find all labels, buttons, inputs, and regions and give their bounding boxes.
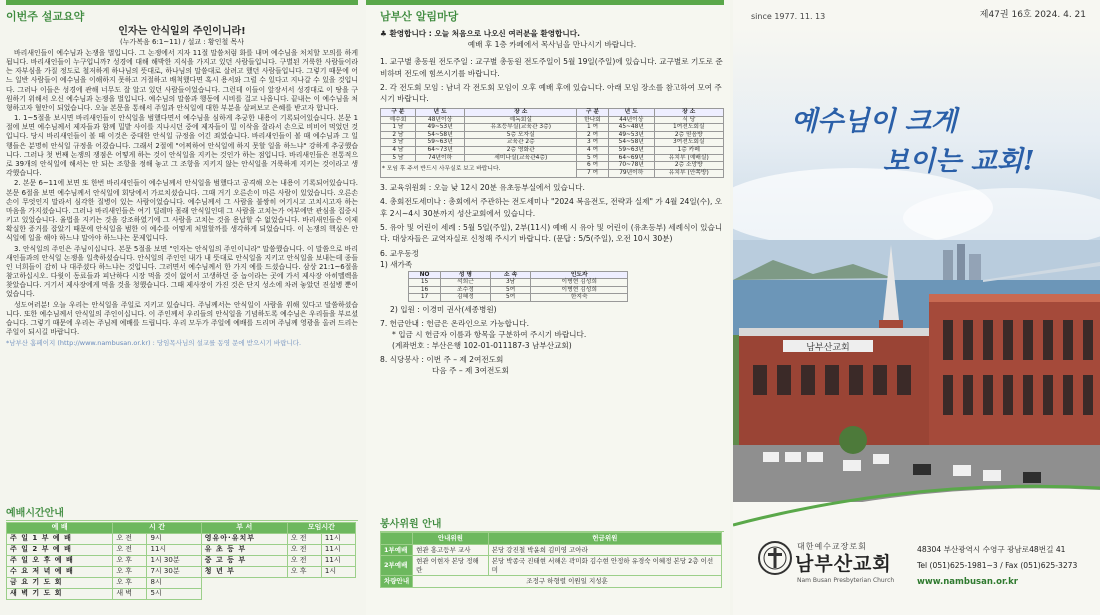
svc-head	[381, 533, 413, 545]
news-item: 2. 각 전도회 모임 : 남녀 각 전도회 모임이 오후 예배 후에 있습니다. 아래 모임 장소를 참고하여 모여 주시기 바랍니다.	[380, 83, 722, 104]
cell: 현관 홍고등부 교사	[413, 544, 489, 556]
cell: 79년이하	[609, 170, 655, 178]
time-period: 오 전	[113, 545, 147, 556]
table-row	[7, 567, 356, 578]
worship-section-title: 예배시간안내	[6, 507, 358, 521]
issue-date: 제47권 16호 2024. 4. 21	[979, 10, 1086, 20]
cell: 4 남	[381, 147, 416, 155]
table-row	[381, 131, 724, 139]
slogan-line-1: 예수님이 크게	[791, 106, 957, 137]
table-row	[7, 589, 356, 600]
cell: 48년이상	[415, 116, 465, 124]
time: 5시	[147, 589, 201, 600]
hospital-note: 2) 입원 : 이경미 권사(세종병원)	[390, 305, 497, 315]
table-row	[7, 578, 356, 589]
volunteer-table	[380, 532, 722, 588]
cell: 세미나실(교육관4층)	[465, 154, 577, 162]
church-english-name: Nam Busan Presbyterian Church	[797, 577, 895, 584]
cell: 5여	[490, 286, 531, 294]
cell: 2층 영화관	[465, 147, 577, 155]
dept-name: 중 고 등 부	[201, 556, 287, 567]
time-period: 새 벽	[113, 589, 147, 600]
service-name: 주 일 오 후 예 배	[7, 556, 113, 567]
church-tower-building	[929, 300, 1100, 470]
cell: 유치부 (예배실)	[654, 154, 723, 162]
table-row	[381, 576, 722, 588]
wt-head-time: 시 간	[113, 523, 201, 534]
welcome-line: ♣ 환영합니다 : 오늘 처음으로 나오신 여러분을 환영합니다.	[380, 28, 580, 38]
news-item: 5. 유아 및 어린이 세례 : 5월 5일(주일), 2부(11시) 예배 시 유아 및 어린이 (유초등부) 세례식이 있습니다. 대상자들은 교역자실로 신청해 주시기 바랍니다. (문답 : 5/5(주일), 오전 10시 30분)	[380, 222, 723, 244]
cell: 1여전도회실	[654, 124, 723, 132]
cell: 본당 강진철 박윤희 김미영 고아라	[488, 544, 721, 556]
cell: 2 여	[577, 131, 609, 139]
cell: 3남	[490, 279, 531, 287]
wt-head-dept: 부 서	[201, 523, 287, 534]
cell: 조수정	[441, 286, 491, 294]
cell: 3여전도회실	[654, 139, 723, 147]
cell: 49~53년	[609, 131, 655, 139]
church-sign: 남부산교회	[806, 343, 850, 353]
time: 1시	[321, 567, 355, 578]
dept-name: 유 초 등 부	[201, 545, 287, 556]
worship-table	[6, 522, 356, 600]
dept-name: 청 년 부	[201, 567, 287, 578]
cell: 예독회실	[465, 116, 577, 124]
cell: 4 여	[577, 147, 609, 155]
meeting-note: * 모임 후 주셔 반드시 사무실로 보고 바랍니다.	[381, 162, 577, 177]
cell: 2층 소망방	[654, 162, 723, 170]
volunteer-section-title: 봉사위원 안내	[380, 518, 724, 532]
cell: 김혜정	[441, 294, 491, 302]
service-name: 수 요 저 녁 예 배	[7, 567, 113, 578]
panel-cover	[733, 0, 1100, 615]
mt-head: 구 분	[577, 108, 609, 116]
mt-head: 년 도	[609, 108, 655, 116]
wt-head-service: 예 배	[7, 523, 113, 534]
cell: 3 여	[577, 139, 609, 147]
welcome-text	[380, 28, 724, 39]
cell: 석희근	[441, 279, 491, 287]
table-row	[409, 279, 628, 287]
cell: 5층 모자실	[465, 131, 577, 139]
cell: 74년이하	[415, 154, 465, 162]
table-row	[409, 286, 628, 294]
cell: 1층 카페	[654, 147, 723, 155]
time: 9시	[147, 534, 201, 545]
table-row	[381, 154, 724, 162]
cell: 2층 믿음방	[654, 131, 723, 139]
cell: 2 남	[381, 131, 416, 139]
news-item: 3. 교육위원회 : 오늘 낮 12시 20분 유초등부실에서 있습니다.	[380, 182, 585, 192]
service-name: 주 일 2 부 예 배	[7, 545, 113, 556]
svc-row-head: 1부예배	[381, 544, 413, 556]
mt-head: 장 소	[465, 108, 577, 116]
cell: 5 남	[381, 154, 416, 162]
mt-head: 구 분	[381, 108, 416, 116]
cell: 조정구 하형렬 이원일 지성훈	[413, 576, 722, 588]
cell: 54~58년	[415, 131, 465, 139]
tree	[839, 426, 867, 454]
table-row	[381, 139, 724, 147]
table-row	[381, 116, 724, 124]
news-item: 4. 총회전도세미나 : 총회에서 주관하는 전도세미나 "2024 복음전도, 전략과 실제" 가 4월 24일(수), 오후 2시~4시 30분까지 성산교회에서 있습니다.	[380, 197, 723, 218]
cell: 5 여	[577, 154, 609, 162]
cell: 식 당	[654, 116, 723, 124]
phone-fax: Tel (051)625-1981~3 / Fax (051)625-3273	[917, 561, 1078, 570]
website-link[interactable]: www.nambusan.or.kr	[917, 577, 1018, 587]
cell: 49~53년	[415, 124, 465, 132]
service-name: 주 일 1 부 예 배	[7, 534, 113, 545]
offer-account: (계좌번호 : 부산은행 102-01-011187-3 남부산교회)	[392, 341, 572, 351]
news-item: 7. 헌금안내 : 헌금은 온라인으로 가능합니다.	[380, 318, 529, 328]
time: 11시	[321, 556, 355, 567]
table-row	[381, 124, 724, 132]
meeting-table	[380, 108, 724, 178]
sermon-paragraph: 2. 본문 6~11에 보면 또 한번 바리새인들이 예수님께서 안식일을 범했다고 공격해 오는 내용이 기록되어있습니다. 본문 6절을 보면 예수님께서 안식일에 회당에서 가르치셨습니다. 그때 거기 오른손이 마른 사람이 있었습니다. 오른손 손이 무엇인지 말라서 심각한 질병이 있는 사람이었습니다. 예수님께서 그 사람을 불쌍히 여기시고 고치시고자 하는 마음을 가지셨습니다. 그러나 바리새인들은 여기 딜레마 몰래 안식일인데 그 사람을 고치는가 여부에만 관심을 집중시키고 있었습니다. 율법을 지키는 것을 강조하였기에 그 사람을 고치는 것을 용납할 수 없었습니다. 바리새인들은 이제 확실한 증거를 잡았기 때문에 안식일을 범한 이 예수를 어떻게 처벌할까를 생각하게 되었습니다. 이 논쟁의 핵심은 안식일에 일을 해야 하느냐 말아야 하느냐는 문제입니다.	[6, 179, 358, 243]
panel-sermon	[0, 0, 364, 615]
cell: 한나회	[577, 116, 609, 124]
cell: 예수회	[381, 116, 416, 124]
cell: 59~63년	[415, 139, 465, 147]
table-row	[381, 556, 722, 576]
time-period: 오 전	[113, 534, 147, 545]
time-period: 오 후	[287, 567, 321, 578]
church-photo	[733, 240, 1100, 502]
table-row	[7, 556, 356, 567]
sermon-paragraph: 바리새인들이 예수님과 논쟁을 벌입니다. 그 논쟁에서 지자 11절 말씀처럼 화를 내며 예수님을 처치할 모의를 하게 됩니다. 바리새인들이 누구입니까? 성경에 대해 해박한 지식을 가지고 있던 사람들입니다. 구별된 거룩한 사람들이라는 자부심을 가질 정도로 철저하게 하나님의 뜻대로, 하나님의 말씀대로 살려고 했던 사람들입니다. 그렇기 때문에 어느 일반 사람들이 예수님을 이해하지 못하고 거절하고 배척했다면 혹시 용서와 그럴 수 있다고 지나갈 수 있을 것입니다. 그러나 이들은 성경에 관해 너무도 잘 알고 있던 사람들이었습니다. 그런데 이들이 앞장서서 성경대로 이 땅을 구원하기 위해서 오신 예수님과 논쟁을 벌입니다. 예수님의 말씀과 행동에 시비를 걸고 나옵니다. 끝내는 이 예수님을 처형하고자 혈안이 되었습니다. 오늘 본문을 통해서 주일과 안식일에 대한 부분을 살펴보고 은혜를 받고자 합니다.	[6, 48, 358, 112]
sky-background	[733, 28, 1100, 253]
cell: 이병현 김성희	[531, 279, 628, 287]
time: 8시	[147, 578, 201, 589]
svc-head: 헌금위원	[488, 533, 721, 545]
cell: 15	[409, 279, 441, 287]
church-seal-icon	[757, 540, 793, 576]
time-period: 오 후	[113, 567, 147, 578]
time-period: 오 후	[113, 556, 147, 567]
cell: 현관 이현자 본당 정해란	[413, 556, 489, 576]
cell: 59~63년	[609, 147, 655, 155]
mt-head: 년 도	[415, 108, 465, 116]
time-period: 오 후	[113, 578, 147, 589]
nc-head: 소 속	[490, 271, 531, 279]
sermon-section-title: 이번주 설교요약	[6, 10, 85, 23]
cell: 44년이상	[609, 116, 655, 124]
svc-row-head: 차량안내	[381, 576, 413, 588]
service-name: 금 요 기 도 회	[7, 578, 113, 589]
sermon-paragraph: 3. 안식일의 주인은 주님이십니다. 본문 5절을 보면 "인자는 안식일의 주인이니라" 말씀했습니다. 이 말씀으로 바리새인들과의 안식일 논쟁을 일축하셨습니다. 안식일의 주인인 내가 내 뜻대로 안식일을 지키고 안식일을 보내는데 종들인 너희들이 감히 나 대주셨다 하느냐는 것입니다. 그러면서 예수님께서 한 가지 예를 드셨습니다. 삼상 21:1~6절을 참고하십시오. 다윗이 동료들과 피난하다 시장 먹을 것이 없어서 고생하던 중 놉이라는 곳에 가서 제사장 아히멜렉을 찾았습니다. 거기서 제사장에게 먹을 것을 청했습니다. 그때 제사장이 가진 것은 단지 성소에 차려 놓았던 진설병 뿐이었습니다.	[6, 244, 358, 299]
time: 11시	[321, 545, 355, 556]
green-swoosh	[733, 480, 1100, 530]
dept-name: 영유아·유치부	[201, 534, 287, 545]
time-period: 오 전	[287, 556, 321, 567]
news-item: 8. 식당봉사 : 이번 주 – 제 2여전도회	[380, 354, 504, 364]
distant-tower	[943, 250, 953, 280]
since-date: since 1977. 11. 13	[751, 12, 826, 21]
table-row	[409, 294, 628, 302]
cell: 본당 박종국 진태현 서해은 곽미화 김수현 안정하 유경숙 이혜정 본당 2층 이선미	[488, 556, 721, 576]
time-period: 오 전	[287, 545, 321, 556]
offer-note: * 입금 시 헌금자 이름과 항목을 구분하여 주시기 바랍니다.	[392, 329, 587, 339]
cell: 한지숙	[531, 294, 628, 302]
denomination: 대한예수교장로회	[797, 542, 867, 551]
panel-news	[366, 0, 730, 615]
sermon-paragraph: 성도여러분! 오늘 우리는 안식일을 주일로 지키고 있습니다. 주님께서는 안식일이 사람을 위해 있다고 말씀하셨습니다. 또한 예수님께서 안식일의 주인이십니다. 이 주인께서 우리들의 안식일을 기념하도록 예수님은 우리들을 부르셨습니다. 그렇기 때문에 우리는 주님께 예배를 드립니다. 우리 모두가 주일에 예배를 드리며 주님께 영광을 올려 드리는 주일이 되시길 바랍니다.	[6, 300, 358, 337]
time: 11시	[321, 534, 355, 545]
wt-head-meeting: 모임시간	[287, 523, 355, 534]
cell: 유초등부실(교육관 3층)	[465, 124, 577, 132]
slogan-line-2: 보이는 교회!	[883, 146, 1035, 177]
meal-next: 다음 주 – 제 3여전도회	[432, 366, 509, 376]
cell: 7 여	[577, 170, 609, 178]
cell: 3 남	[381, 139, 416, 147]
newcomer-label: 1) 새가족	[380, 260, 413, 270]
homepage-note: *남부산 홈페이지 (http://www.nambusan.or.kr) : 당임목사님의 설교를 동영 문에 받으시기 바랍니다.	[6, 339, 302, 348]
cell: 16	[409, 286, 441, 294]
table-row	[7, 545, 356, 556]
church-logo-name: 남부산교회	[795, 553, 892, 575]
cell: 64~73년	[415, 147, 465, 155]
address: 48304 부산광역시 수영구 광남로48번길 41	[917, 545, 1066, 554]
table-row	[381, 544, 722, 556]
cell: 유치부 (안쪽방)	[654, 170, 723, 178]
table-row	[381, 162, 724, 170]
cell: 이병현 김성희	[531, 286, 628, 294]
newcomer-table	[408, 271, 628, 303]
cell: 64~69년	[609, 154, 655, 162]
cell: 교육관 2층	[465, 139, 577, 147]
nc-head: 성 명	[441, 271, 491, 279]
time: 1시 30분	[147, 556, 201, 567]
time: 7시 30분	[147, 567, 201, 578]
time-period: 오 전	[287, 534, 321, 545]
svc-row-head: 2부예배	[381, 556, 413, 576]
cell: 70~78년	[609, 162, 655, 170]
table-row	[381, 147, 724, 155]
svc-head: 안내위원	[413, 533, 489, 545]
news-section-title: 남부산 알림마당	[380, 10, 459, 23]
cell: 1 남	[381, 124, 416, 132]
cell: 6 여	[577, 162, 609, 170]
news-item: 1. 교구별 총동원 전도주일 : 교구별 총동원 전도주일이 5월 19일(주일)에 있습니다. 교구별로 기도로 준비하며 전도에 힘쓰시기를 바랍니다.	[380, 57, 723, 78]
sermon-title: 인자는 안식일의 주인이니라!	[118, 25, 246, 37]
nc-head: NO	[409, 271, 441, 279]
cell: 5여	[490, 294, 531, 302]
cell: 54~58년	[609, 139, 655, 147]
cell: 17	[409, 294, 441, 302]
mt-head: 장 소	[654, 108, 723, 116]
sermon-paragraph: 1. 1~5절을 보시면 바리새인들이 안식일을 범했다면서 예수님을 심하게 추궁한 내용이 기록되어있습니다. 본문 1절에 보면 예수님께서 제자들과 함께 밀밭 사이를 지나시던 중에 제자들이 밀 이삭을 잘라서 손으로 비비어 먹었던 것입니다. 당시 바리새인들이 볼 때 이것은 중대한 안식일 규정을 어긴 죄였습니다. 바리새인들이 볼 때 예수님과 그 일행들은 분명히 안식일 규정을 어겼습니다. 그래서 2절에 "어찌하여 안식일에 하지 못할 일을 하느냐" 강하게 추궁했습니다. 그러나 첫 번째 논쟁의 쟁점은 어떻게 하는 것이 안식일을 지키는 것인가 하는 점입니다. 바리새인들은 전통적으로 39개의 안식일에 해서는 안 되는 조항을 정해 놓고 그 조항을 지키지 않는 안식일을 거룩하게 지키는 것이라고 생각했습니다.	[6, 114, 358, 178]
news-item: 6. 교우동정	[380, 248, 420, 258]
cell: 45~48년	[609, 124, 655, 132]
cell: 1 여	[577, 124, 609, 132]
service-name: 새 벽 기 도 회	[7, 589, 113, 600]
sermon-reference: (누가복음 6:1~11) / 설교 : 황인철 목사	[120, 37, 244, 46]
nc-head: 인도자	[531, 271, 628, 279]
time: 11시	[147, 545, 201, 556]
table-row	[7, 534, 356, 545]
welcome-text-2: 예배 후 1층 카페에서 목사님을 만나시기 바랍니다.	[467, 39, 637, 49]
